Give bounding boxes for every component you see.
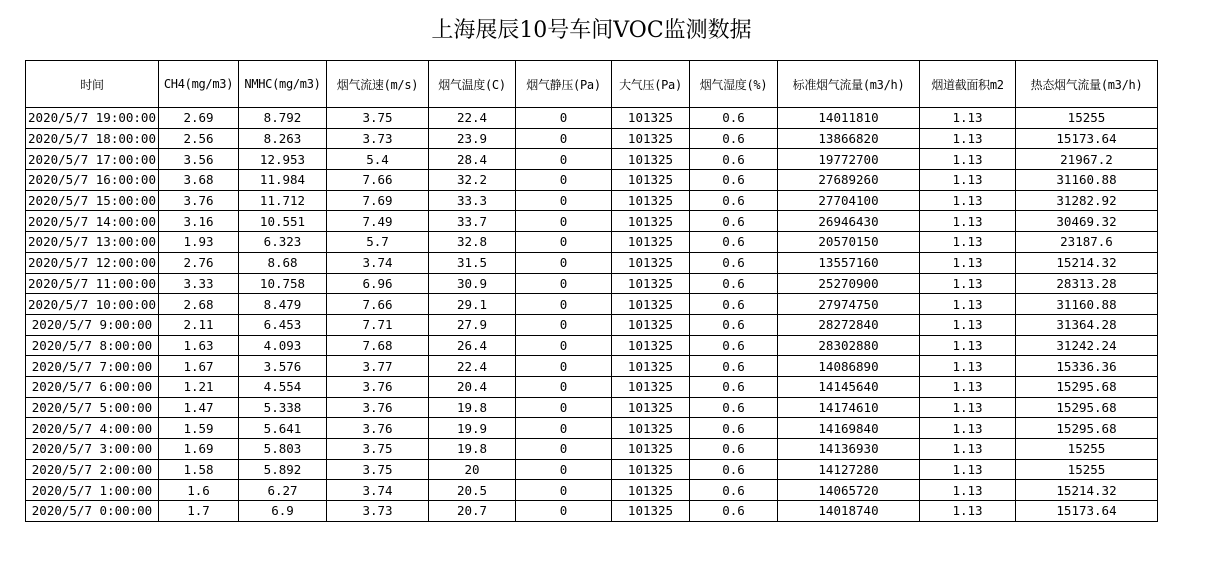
table-cell: 2020/5/7 7:00:00 (26, 356, 159, 377)
table-row (26, 149, 1158, 170)
table-cell: 0.6 (690, 376, 778, 397)
table-cell: 1.13 (920, 273, 1016, 294)
table-cell: 1.47 (159, 397, 239, 418)
table-cell: 0 (516, 356, 612, 377)
table-cell: 28272840 (778, 314, 920, 335)
table-row (26, 439, 1158, 460)
table-cell: 101325 (612, 439, 690, 460)
table-cell: 1.13 (920, 480, 1016, 501)
table-cell: 101325 (612, 376, 690, 397)
table-cell: 20 (429, 459, 516, 480)
table-cell: 33.3 (429, 190, 516, 211)
voc-data-table (25, 60, 1158, 522)
table-cell: 1.13 (920, 501, 1016, 522)
table-cell: 5.803 (239, 439, 327, 460)
table-cell: 101325 (612, 211, 690, 232)
table-cell: 3.16 (159, 211, 239, 232)
table-cell: 33.7 (429, 211, 516, 232)
table-cell: 2020/5/7 15:00:00 (26, 190, 159, 211)
table-cell: 14169840 (778, 418, 920, 439)
table-cell: 101325 (612, 418, 690, 439)
table-cell: 10.551 (239, 211, 327, 232)
table-cell: 32.8 (429, 232, 516, 253)
table-cell: 14127280 (778, 459, 920, 480)
table-row (26, 397, 1158, 418)
table-cell: 0 (516, 501, 612, 522)
table-cell: 21967.2 (1016, 149, 1158, 170)
table-cell: 2020/5/7 11:00:00 (26, 273, 159, 294)
table-cell: 2.11 (159, 314, 239, 335)
table-cell: 101325 (612, 397, 690, 418)
table-cell: 1.13 (920, 459, 1016, 480)
column-header: NMHC(mg/m3) (239, 61, 327, 108)
table-cell: 2020/5/7 2:00:00 (26, 459, 159, 480)
table-cell: 3.75 (327, 108, 429, 129)
table-cell: 1.13 (920, 211, 1016, 232)
table-cell: 0.6 (690, 190, 778, 211)
table-cell: 7.71 (327, 314, 429, 335)
table-cell: 31160.88 (1016, 294, 1158, 315)
table-cell: 15295.68 (1016, 397, 1158, 418)
table-cell: 0 (516, 252, 612, 273)
table-row (26, 273, 1158, 294)
table-row (26, 170, 1158, 191)
table-cell: 23.9 (429, 128, 516, 149)
table-cell: 19.9 (429, 418, 516, 439)
table-cell: 0 (516, 170, 612, 191)
table-cell: 0 (516, 294, 612, 315)
table-cell: 0.6 (690, 314, 778, 335)
table-cell: 0 (516, 439, 612, 460)
table-cell: 0.6 (690, 480, 778, 501)
table-cell: 0 (516, 418, 612, 439)
table-cell: 14018740 (778, 501, 920, 522)
table-cell: 1.13 (920, 294, 1016, 315)
table-cell: 1.13 (920, 418, 1016, 439)
table-cell: 1.67 (159, 356, 239, 377)
table-cell: 8.479 (239, 294, 327, 315)
table-cell: 3.76 (327, 418, 429, 439)
table-cell: 15255 (1016, 439, 1158, 460)
table-cell: 6.9 (239, 501, 327, 522)
table-cell: 7.69 (327, 190, 429, 211)
table-cell: 19.8 (429, 397, 516, 418)
table-cell: 1.21 (159, 376, 239, 397)
table-cell: 7.66 (327, 170, 429, 191)
table-row (26, 108, 1158, 129)
table-cell: 13557160 (778, 252, 920, 273)
table-cell: 8.792 (239, 108, 327, 129)
table-cell: 30.9 (429, 273, 516, 294)
table-cell: 5.641 (239, 418, 327, 439)
table-cell: 27974750 (778, 294, 920, 315)
table-cell: 30469.32 (1016, 211, 1158, 232)
table-cell: 0.6 (690, 149, 778, 170)
table-row (26, 418, 1158, 439)
table-cell: 5.4 (327, 149, 429, 170)
table-cell: 3.74 (327, 252, 429, 273)
table-cell: 0 (516, 397, 612, 418)
table-cell: 14065720 (778, 480, 920, 501)
table-cell: 6.27 (239, 480, 327, 501)
table-cell: 14011810 (778, 108, 920, 129)
table-cell: 1.69 (159, 439, 239, 460)
table-cell: 101325 (612, 501, 690, 522)
table-cell: 31160.88 (1016, 170, 1158, 191)
table-cell: 2020/5/7 13:00:00 (26, 232, 159, 253)
table-cell: 1.59 (159, 418, 239, 439)
page-title: 上海展辰10号车间VOC监测数据 (431, 18, 752, 43)
table-cell: 3.74 (327, 480, 429, 501)
table-cell: 0 (516, 190, 612, 211)
table-header-row (26, 61, 1158, 108)
table-cell: 8.68 (239, 252, 327, 273)
table-cell: 27704100 (778, 190, 920, 211)
table-row (26, 232, 1158, 253)
table-cell: 3.76 (159, 190, 239, 211)
column-header: 标准烟气流量(m3/h) (778, 61, 920, 108)
table-cell: 101325 (612, 170, 690, 191)
table-row (26, 356, 1158, 377)
column-header: 烟气温度(C) (429, 61, 516, 108)
table-cell: 2.68 (159, 294, 239, 315)
table-cell: 101325 (612, 273, 690, 294)
table-cell: 2020/5/7 12:00:00 (26, 252, 159, 273)
table-cell: 6.323 (239, 232, 327, 253)
table-cell: 101325 (612, 480, 690, 501)
table-cell: 1.63 (159, 335, 239, 356)
table-cell: 31242.24 (1016, 335, 1158, 356)
table-cell: 20570150 (778, 232, 920, 253)
table-cell: 4.093 (239, 335, 327, 356)
table-cell: 2020/5/7 9:00:00 (26, 314, 159, 335)
table-cell: 7.66 (327, 294, 429, 315)
table-cell: 1.6 (159, 480, 239, 501)
table-cell: 1.13 (920, 376, 1016, 397)
table-cell: 101325 (612, 335, 690, 356)
table-cell: 7.68 (327, 335, 429, 356)
table-cell: 2020/5/7 10:00:00 (26, 294, 159, 315)
table-cell: 2020/5/7 5:00:00 (26, 397, 159, 418)
table-cell: 0.6 (690, 108, 778, 129)
table-cell: 3.56 (159, 149, 239, 170)
table-row (26, 128, 1158, 149)
table-cell: 101325 (612, 128, 690, 149)
table-cell: 2020/5/7 4:00:00 (26, 418, 159, 439)
table-cell: 5.7 (327, 232, 429, 253)
table-cell: 101325 (612, 294, 690, 315)
table-cell: 15336.36 (1016, 356, 1158, 377)
column-header: 大气压(Pa) (612, 61, 690, 108)
table-cell: 2020/5/7 16:00:00 (26, 170, 159, 191)
table-row (26, 252, 1158, 273)
table-cell: 15214.32 (1016, 252, 1158, 273)
table-cell: 5.338 (239, 397, 327, 418)
table-cell: 101325 (612, 108, 690, 129)
table-cell: 1.13 (920, 128, 1016, 149)
table-cell: 10.758 (239, 273, 327, 294)
table-cell: 22.4 (429, 356, 516, 377)
table-cell: 4.554 (239, 376, 327, 397)
table-cell: 12.953 (239, 149, 327, 170)
table-cell: 0.6 (690, 439, 778, 460)
table-cell: 1.13 (920, 335, 1016, 356)
table-cell: 19.8 (429, 439, 516, 460)
column-header: 烟气流速(m/s) (327, 61, 429, 108)
table-cell: 29.1 (429, 294, 516, 315)
table-cell: 15295.68 (1016, 418, 1158, 439)
table-row (26, 501, 1158, 522)
column-header: CH4(mg/m3) (159, 61, 239, 108)
table-row (26, 335, 1158, 356)
table-row (26, 480, 1158, 501)
table-cell: 11.984 (239, 170, 327, 191)
table-cell: 32.2 (429, 170, 516, 191)
table-row (26, 294, 1158, 315)
table-cell: 2020/5/7 6:00:00 (26, 376, 159, 397)
table-cell: 0.6 (690, 232, 778, 253)
table-cell: 2020/5/7 14:00:00 (26, 211, 159, 232)
table-cell: 0.6 (690, 501, 778, 522)
table-cell: 13866820 (778, 128, 920, 149)
table-cell: 1.13 (920, 439, 1016, 460)
table-cell: 3.75 (327, 439, 429, 460)
table-cell: 5.892 (239, 459, 327, 480)
table-cell: 0 (516, 335, 612, 356)
table-cell: 1.13 (920, 190, 1016, 211)
table-cell: 28302880 (778, 335, 920, 356)
table-cell: 25270900 (778, 273, 920, 294)
table-cell: 2020/5/7 3:00:00 (26, 439, 159, 460)
table-cell: 14086890 (778, 356, 920, 377)
table-cell: 3.73 (327, 128, 429, 149)
table-cell: 3.576 (239, 356, 327, 377)
table-cell: 1.13 (920, 232, 1016, 253)
table-cell: 6.453 (239, 314, 327, 335)
table-cell: 3.75 (327, 459, 429, 480)
table-cell: 2020/5/7 18:00:00 (26, 128, 159, 149)
table-cell: 2.56 (159, 128, 239, 149)
table-cell: 0 (516, 211, 612, 232)
table-cell: 101325 (612, 232, 690, 253)
table-cell: 2.69 (159, 108, 239, 129)
table-cell: 1.93 (159, 232, 239, 253)
table-cell: 3.68 (159, 170, 239, 191)
table-cell: 0.6 (690, 252, 778, 273)
column-header: 烟气湿度(%) (690, 61, 778, 108)
table-cell: 3.76 (327, 397, 429, 418)
table-cell: 101325 (612, 459, 690, 480)
table-cell: 0.6 (690, 128, 778, 149)
table-cell: 0.6 (690, 170, 778, 191)
table-row (26, 314, 1158, 335)
table-cell: 0 (516, 232, 612, 253)
table-cell: 31364.28 (1016, 314, 1158, 335)
table-cell: 1.13 (920, 356, 1016, 377)
table-cell: 15173.64 (1016, 501, 1158, 522)
table-cell: 0.6 (690, 356, 778, 377)
table-row (26, 190, 1158, 211)
table-cell: 14174610 (778, 397, 920, 418)
table-cell: 0 (516, 149, 612, 170)
table-cell: 27689260 (778, 170, 920, 191)
column-header: 烟道截面积m2 (920, 61, 1016, 108)
table-row (26, 459, 1158, 480)
table-cell: 28313.28 (1016, 273, 1158, 294)
table-cell: 8.263 (239, 128, 327, 149)
table-cell: 1.13 (920, 149, 1016, 170)
table-cell: 23187.6 (1016, 232, 1158, 253)
table-cell: 0.6 (690, 335, 778, 356)
table-cell: 27.9 (429, 314, 516, 335)
table-cell: 20.7 (429, 501, 516, 522)
table-cell: 0.6 (690, 294, 778, 315)
table-row (26, 376, 1158, 397)
table-cell: 28.4 (429, 149, 516, 170)
table-cell: 1.13 (920, 314, 1016, 335)
table-cell: 101325 (612, 356, 690, 377)
table-cell: 1.13 (920, 397, 1016, 418)
table-cell: 2020/5/7 1:00:00 (26, 480, 159, 501)
table-cell: 3.77 (327, 356, 429, 377)
table-cell: 15295.68 (1016, 376, 1158, 397)
table-cell: 15214.32 (1016, 480, 1158, 501)
table-cell: 1.13 (920, 108, 1016, 129)
table-cell: 0.6 (690, 397, 778, 418)
table-cell: 0 (516, 376, 612, 397)
table-cell: 101325 (612, 149, 690, 170)
table-cell: 15173.64 (1016, 128, 1158, 149)
table-cell: 3.76 (327, 376, 429, 397)
table-cell: 2020/5/7 0:00:00 (26, 501, 159, 522)
table-cell: 1.7 (159, 501, 239, 522)
table-cell: 20.4 (429, 376, 516, 397)
table-cell: 31282.92 (1016, 190, 1158, 211)
table-cell: 2020/5/7 19:00:00 (26, 108, 159, 129)
table-cell: 14145640 (778, 376, 920, 397)
table-cell: 0 (516, 459, 612, 480)
table-cell: 7.49 (327, 211, 429, 232)
table-cell: 0 (516, 273, 612, 294)
table-cell: 101325 (612, 190, 690, 211)
column-header: 烟气静压(Pa) (516, 61, 612, 108)
table-cell: 3.73 (327, 501, 429, 522)
table-cell: 26.4 (429, 335, 516, 356)
table-cell: 0.6 (690, 459, 778, 480)
table-cell: 1.58 (159, 459, 239, 480)
table-cell: 31.5 (429, 252, 516, 273)
table-cell: 0 (516, 480, 612, 501)
table-cell: 2020/5/7 17:00:00 (26, 149, 159, 170)
table-cell: 0 (516, 314, 612, 335)
table-cell: 15255 (1016, 108, 1158, 129)
table-cell: 1.13 (920, 252, 1016, 273)
table-cell: 2.76 (159, 252, 239, 273)
table-body (26, 108, 1158, 522)
table-cell: 6.96 (327, 273, 429, 294)
table-cell: 101325 (612, 252, 690, 273)
table-cell: 101325 (612, 314, 690, 335)
table-cell: 0 (516, 128, 612, 149)
table-cell: 0.6 (690, 273, 778, 294)
table-cell: 20.5 (429, 480, 516, 501)
table-cell: 0.6 (690, 211, 778, 232)
column-header: 时间 (26, 61, 159, 108)
table-cell: 26946430 (778, 211, 920, 232)
table-cell: 14136930 (778, 439, 920, 460)
table-cell: 15255 (1016, 459, 1158, 480)
table-cell: 3.33 (159, 273, 239, 294)
table-cell: 22.4 (429, 108, 516, 129)
table-cell: 19772700 (778, 149, 920, 170)
table-row (26, 211, 1158, 232)
table-cell: 0.6 (690, 418, 778, 439)
table-cell: 0 (516, 108, 612, 129)
table-cell: 11.712 (239, 190, 327, 211)
column-header: 热态烟气流量(m3/h) (1016, 61, 1158, 108)
table-cell: 1.13 (920, 170, 1016, 191)
table-cell: 2020/5/7 8:00:00 (26, 335, 159, 356)
